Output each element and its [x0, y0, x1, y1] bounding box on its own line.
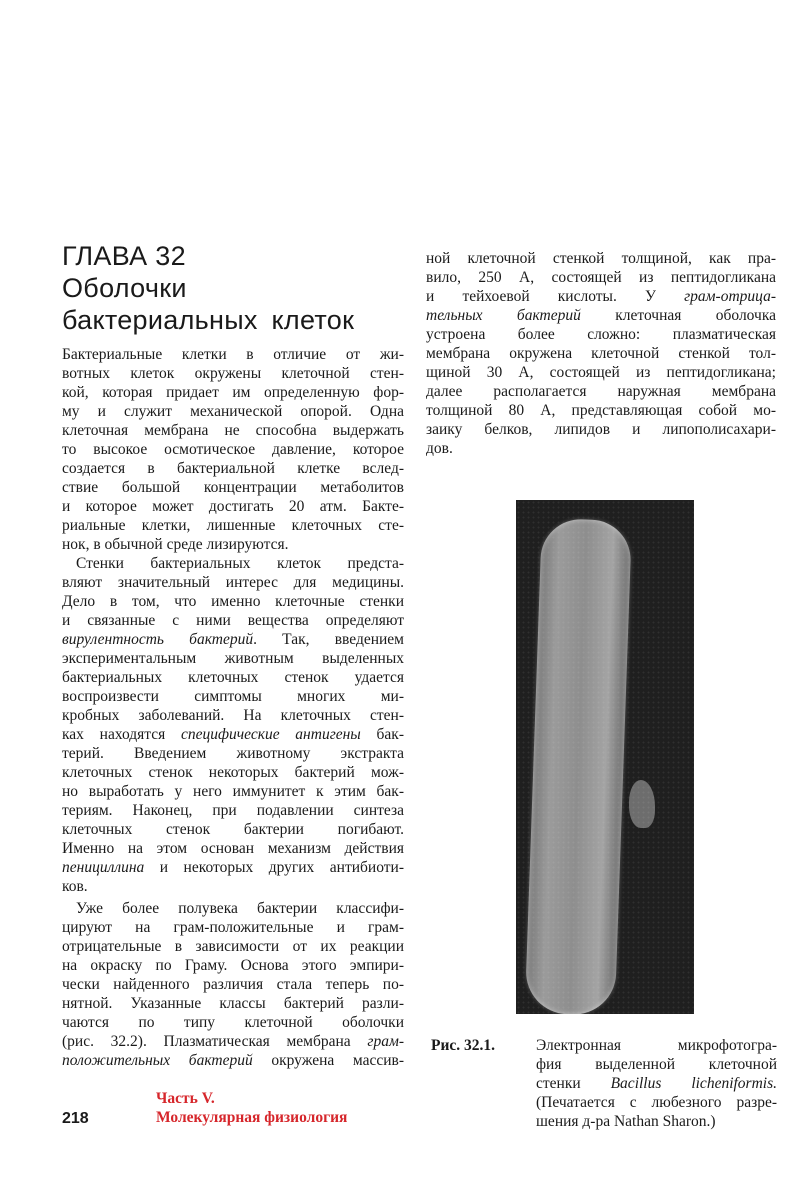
emphasis-gram-positive: грам- — [367, 1033, 404, 1050]
caption-line: фия выделенной клеточной — [536, 1056, 777, 1073]
text-line: нятной. Указанные классы бактерий разли- — [62, 995, 404, 1012]
emphasis-virulence: вирулентность бактерий — [62, 631, 254, 648]
emphasis-gram-positive-cont: положительных бактерий — [62, 1052, 253, 1069]
chapter-title-line-2: бактериальных клеток — [62, 305, 355, 335]
text-line: далее располагается наружная мембрана — [426, 383, 776, 400]
right-column — [426, 249, 776, 458]
text-line: вило, 250 А, состоящей из пептидогликана — [426, 269, 776, 286]
species-name: Bacillus licheniformis. — [610, 1075, 777, 1092]
text-line: толщиной 80 А, представляющая собой мо- — [426, 402, 776, 419]
emphasis-penicillin: пенициллина — [62, 859, 145, 876]
text-line: клеточных стенок бактерии погибают. — [62, 821, 404, 838]
text-line — [62, 725, 404, 744]
text-line: дов. — [426, 440, 453, 457]
section-label: Молекулярная физиология — [156, 1109, 348, 1126]
text-line: ков. — [62, 878, 88, 895]
figure-label: Рис. 32.1. — [431, 1037, 496, 1054]
figure-caption — [536, 1036, 777, 1131]
text-fragment: клеточная оболочка — [580, 307, 776, 324]
caption-line — [536, 1074, 777, 1093]
chapter-number: ГЛАВА 32 — [62, 241, 186, 271]
text-line: мембрана окружена клеточной стенкой тол- — [426, 345, 776, 362]
text-line: териям. Наконец, при подавлении синтеза — [62, 802, 404, 819]
text-line: клеточных стенок некоторых бактерий мож- — [62, 764, 404, 781]
text-line: но выработать у него иммунитет к этим бак- — [62, 783, 404, 800]
text-line: чески найденного различия стала теперь по- — [62, 976, 404, 993]
text-line — [62, 1032, 404, 1051]
text-line: нок, в обычной среде лизируются. — [62, 536, 289, 553]
text-line — [426, 287, 776, 306]
text-line: ной клеточной стенкой толщиной, как пра- — [426, 250, 776, 267]
text-line: риальные клетки, лишенные клеточных сте- — [62, 517, 404, 534]
electron-micrograph — [516, 500, 694, 1014]
text-fragment: (рис. 32.2). Плазматическая мембрана — [62, 1033, 368, 1050]
photo-grain — [516, 500, 694, 1014]
text-line: щиной 30 А, состоящей из пептидогликана; — [426, 364, 776, 381]
text-fragment: и тейхоевой кислоты. У — [426, 288, 685, 305]
text-line: то высокое осмотическое давление, которое — [62, 441, 404, 458]
chapter-title-line-1: Оболочки — [62, 273, 187, 303]
text-line: Бактериальные клетки в отличие от жи- — [62, 346, 404, 363]
emphasis-antigens: специфические антигены — [181, 726, 361, 743]
text-line — [62, 630, 404, 649]
text-line: на окраску по Граму. Основа этого эмпири- — [62, 957, 404, 974]
text-line: и которое может достигать 20 атм. Бакте- — [62, 498, 404, 515]
text-line: экспериментальным животным выделенных — [62, 650, 404, 667]
paragraph-1 — [62, 345, 404, 554]
text-line: му и служит механической опорой. Одна — [62, 403, 404, 420]
left-column — [62, 345, 404, 1070]
text-line: Уже более полувека бактерии классифи- — [76, 900, 404, 917]
text-line — [62, 1051, 404, 1070]
text-fragment: бак- — [360, 726, 404, 743]
text-fragment: окружена массив- — [252, 1052, 404, 1069]
caption-line: (Печатается с любезного разре- — [536, 1094, 777, 1111]
text-line: ствие большой концентрации метаболитов — [62, 479, 404, 496]
text-fragment: стенки — [536, 1075, 611, 1092]
text-fragment: . Так, введением — [253, 631, 404, 648]
text-line: чаются по типу клеточной оболочки — [62, 1014, 404, 1031]
emphasis-gram-negative-cont: тельных бактерий — [426, 307, 581, 324]
caption-line: шения д-ра Nathan Sharon.) — [536, 1113, 716, 1130]
caption-line: Электронная микрофотогра- — [536, 1037, 777, 1054]
running-footer — [156, 1089, 347, 1127]
text-line: кробных заболеваний. На клеточных стен- — [62, 707, 404, 724]
text-line: создается в бактериальной клетке вслед- — [62, 460, 404, 477]
chapter-heading — [62, 240, 422, 336]
text-line: устроена более сложно: плазматическая — [426, 326, 776, 343]
text-line: Дело в том, что именно клеточные стенки — [62, 593, 404, 610]
text-line: бактериальных клеточных стенок удается — [62, 669, 404, 686]
paragraph-continued — [426, 249, 776, 458]
text-fragment: и некоторых других антибиоти- — [144, 859, 404, 876]
text-line: заику белков, липидов и липополисахари- — [426, 421, 776, 438]
paragraph-3 — [62, 899, 404, 1070]
text-line: вляют значительный интерес для медицины. — [62, 574, 404, 591]
text-line: Именно на этом основан механизм действия — [62, 840, 404, 857]
text-fragment: ках находятся — [62, 726, 181, 743]
text-line — [426, 306, 776, 325]
page-number: 218 — [62, 1110, 89, 1127]
text-line — [62, 858, 404, 877]
emphasis-gram-negative: грам-отрица- — [684, 288, 776, 305]
part-label: Часть V. — [156, 1090, 215, 1107]
text-line: клеточная мембрана не способна выдержать — [62, 422, 404, 439]
text-line: отрицательные в зависимости от их реакции — [62, 938, 404, 955]
text-line: Стенки бактериальных клеток предста- — [76, 555, 404, 572]
text-line: воспроизвести симптомы многих ми- — [62, 688, 404, 705]
paragraph-2 — [62, 554, 404, 896]
text-line: цируют на грам-положительные и грам- — [62, 919, 404, 936]
text-line: и связанные с ними вещества определяют — [62, 612, 404, 629]
text-line: кой, которая придает им определенную фор- — [62, 384, 404, 401]
text-line: терий. Введением животному экстракта — [62, 745, 404, 762]
text-line: вотных клеток окружены клеточной стен- — [62, 365, 404, 382]
